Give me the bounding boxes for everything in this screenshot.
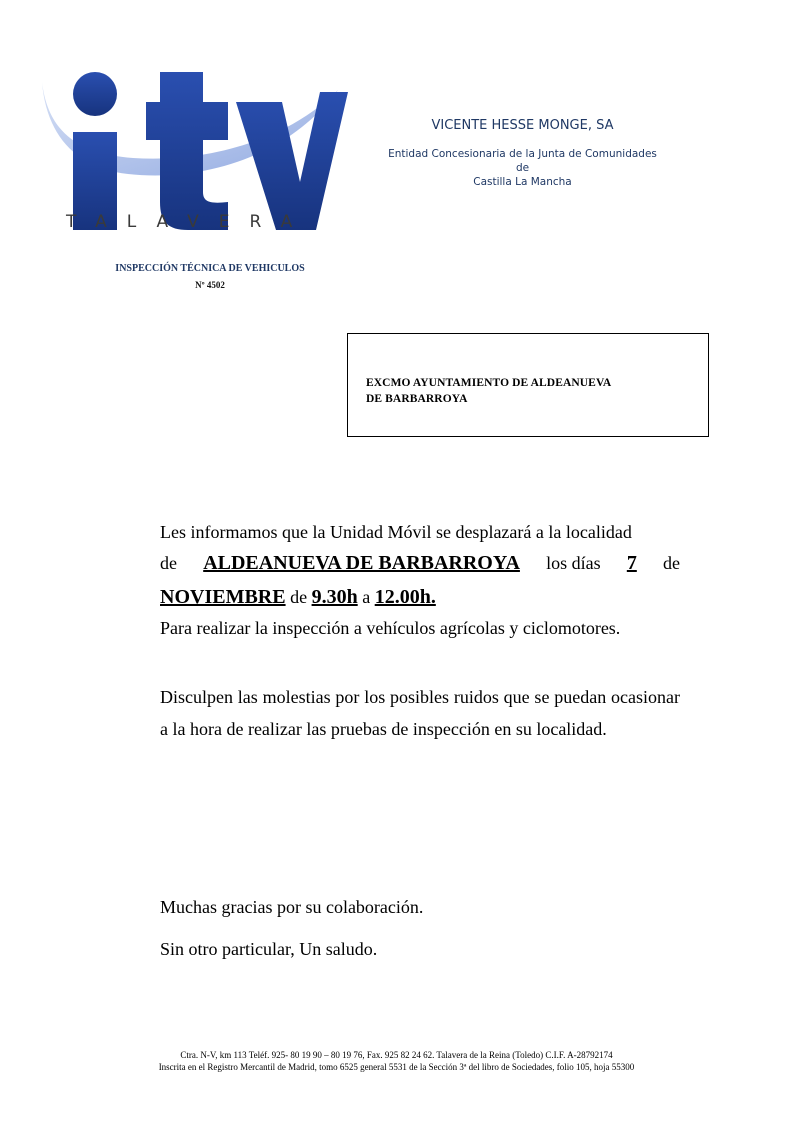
paragraph-notice <box>160 518 680 642</box>
inspection-label-block <box>100 261 320 293</box>
station-number: Nº 4502 <box>195 280 225 290</box>
company-sub-1: Entidad Concesionaria de la Junta de Comunidades de <box>388 148 657 174</box>
footer <box>0 1049 793 1073</box>
footer-line-1: Ctra. N-V, km 113 Teléf. 925- 80 19 90 – 80 19 76, Fax. 925 82 24 62. Talavera de la Reina (Toledo) C.I.F. A-28792174 <box>180 1050 613 1060</box>
paragraph-apology: Disculpen las molestias por los posibles ruidos que se puedan ocasionar a la hora de realizar las pruebas de inspección en su localidad. <box>160 687 680 739</box>
recipient-line-1: EXCMO AYUNTAMIENTO DE ALDEANUEVA <box>366 377 612 389</box>
inspection-label: INSPECCIÓN TÉCNICA DE VEHICULOS <box>115 263 305 274</box>
notice-line-2 <box>160 546 680 580</box>
footer-line-2: Inscrita en el Registro Mercantil de Madrid, tomo 6525 general 5531 de la Sección 3ª del libro de Sociedades, folio 105, hoja 55300 <box>158 1062 635 1072</box>
day-number: 7 <box>626 552 637 574</box>
word-de-2: de <box>663 553 680 573</box>
time-end: 12.00h. <box>374 586 436 608</box>
thanks-line: Muchas gracias por su colaboración. <box>160 897 424 917</box>
itv-talavera-logo <box>38 62 358 247</box>
word-de-3: de <box>290 587 308 607</box>
locality-name: ALDEANUEVA DE BARBARROYA <box>203 552 520 574</box>
recipient-box <box>347 333 709 437</box>
company-sub-2: Castilla La Mancha <box>473 176 572 188</box>
closing-line: Sin otro particular, Un saludo. <box>160 939 378 959</box>
company-block <box>380 118 665 189</box>
word-los-dias: los días <box>546 553 601 573</box>
notice-line-4: Para realizar la inspección a vehículos agrícolas y ciclomotores. <box>160 618 621 638</box>
company-name: VICENTE HESSE MONGE, SA <box>431 118 614 133</box>
notice-line-1: Les informamos que la Unidad Móvil se desplazará a la localidad <box>160 522 632 542</box>
month-name: NOVIEMBRE <box>160 586 286 608</box>
word-a: a <box>362 587 371 607</box>
logo-city: TALAVERA <box>66 212 313 232</box>
notice-line-3 <box>160 580 680 614</box>
recipient-line-2: DE BARBARROYA <box>366 393 468 405</box>
closing-block <box>160 886 680 970</box>
word-de: de <box>160 553 177 573</box>
time-start: 9.30h <box>311 586 358 608</box>
